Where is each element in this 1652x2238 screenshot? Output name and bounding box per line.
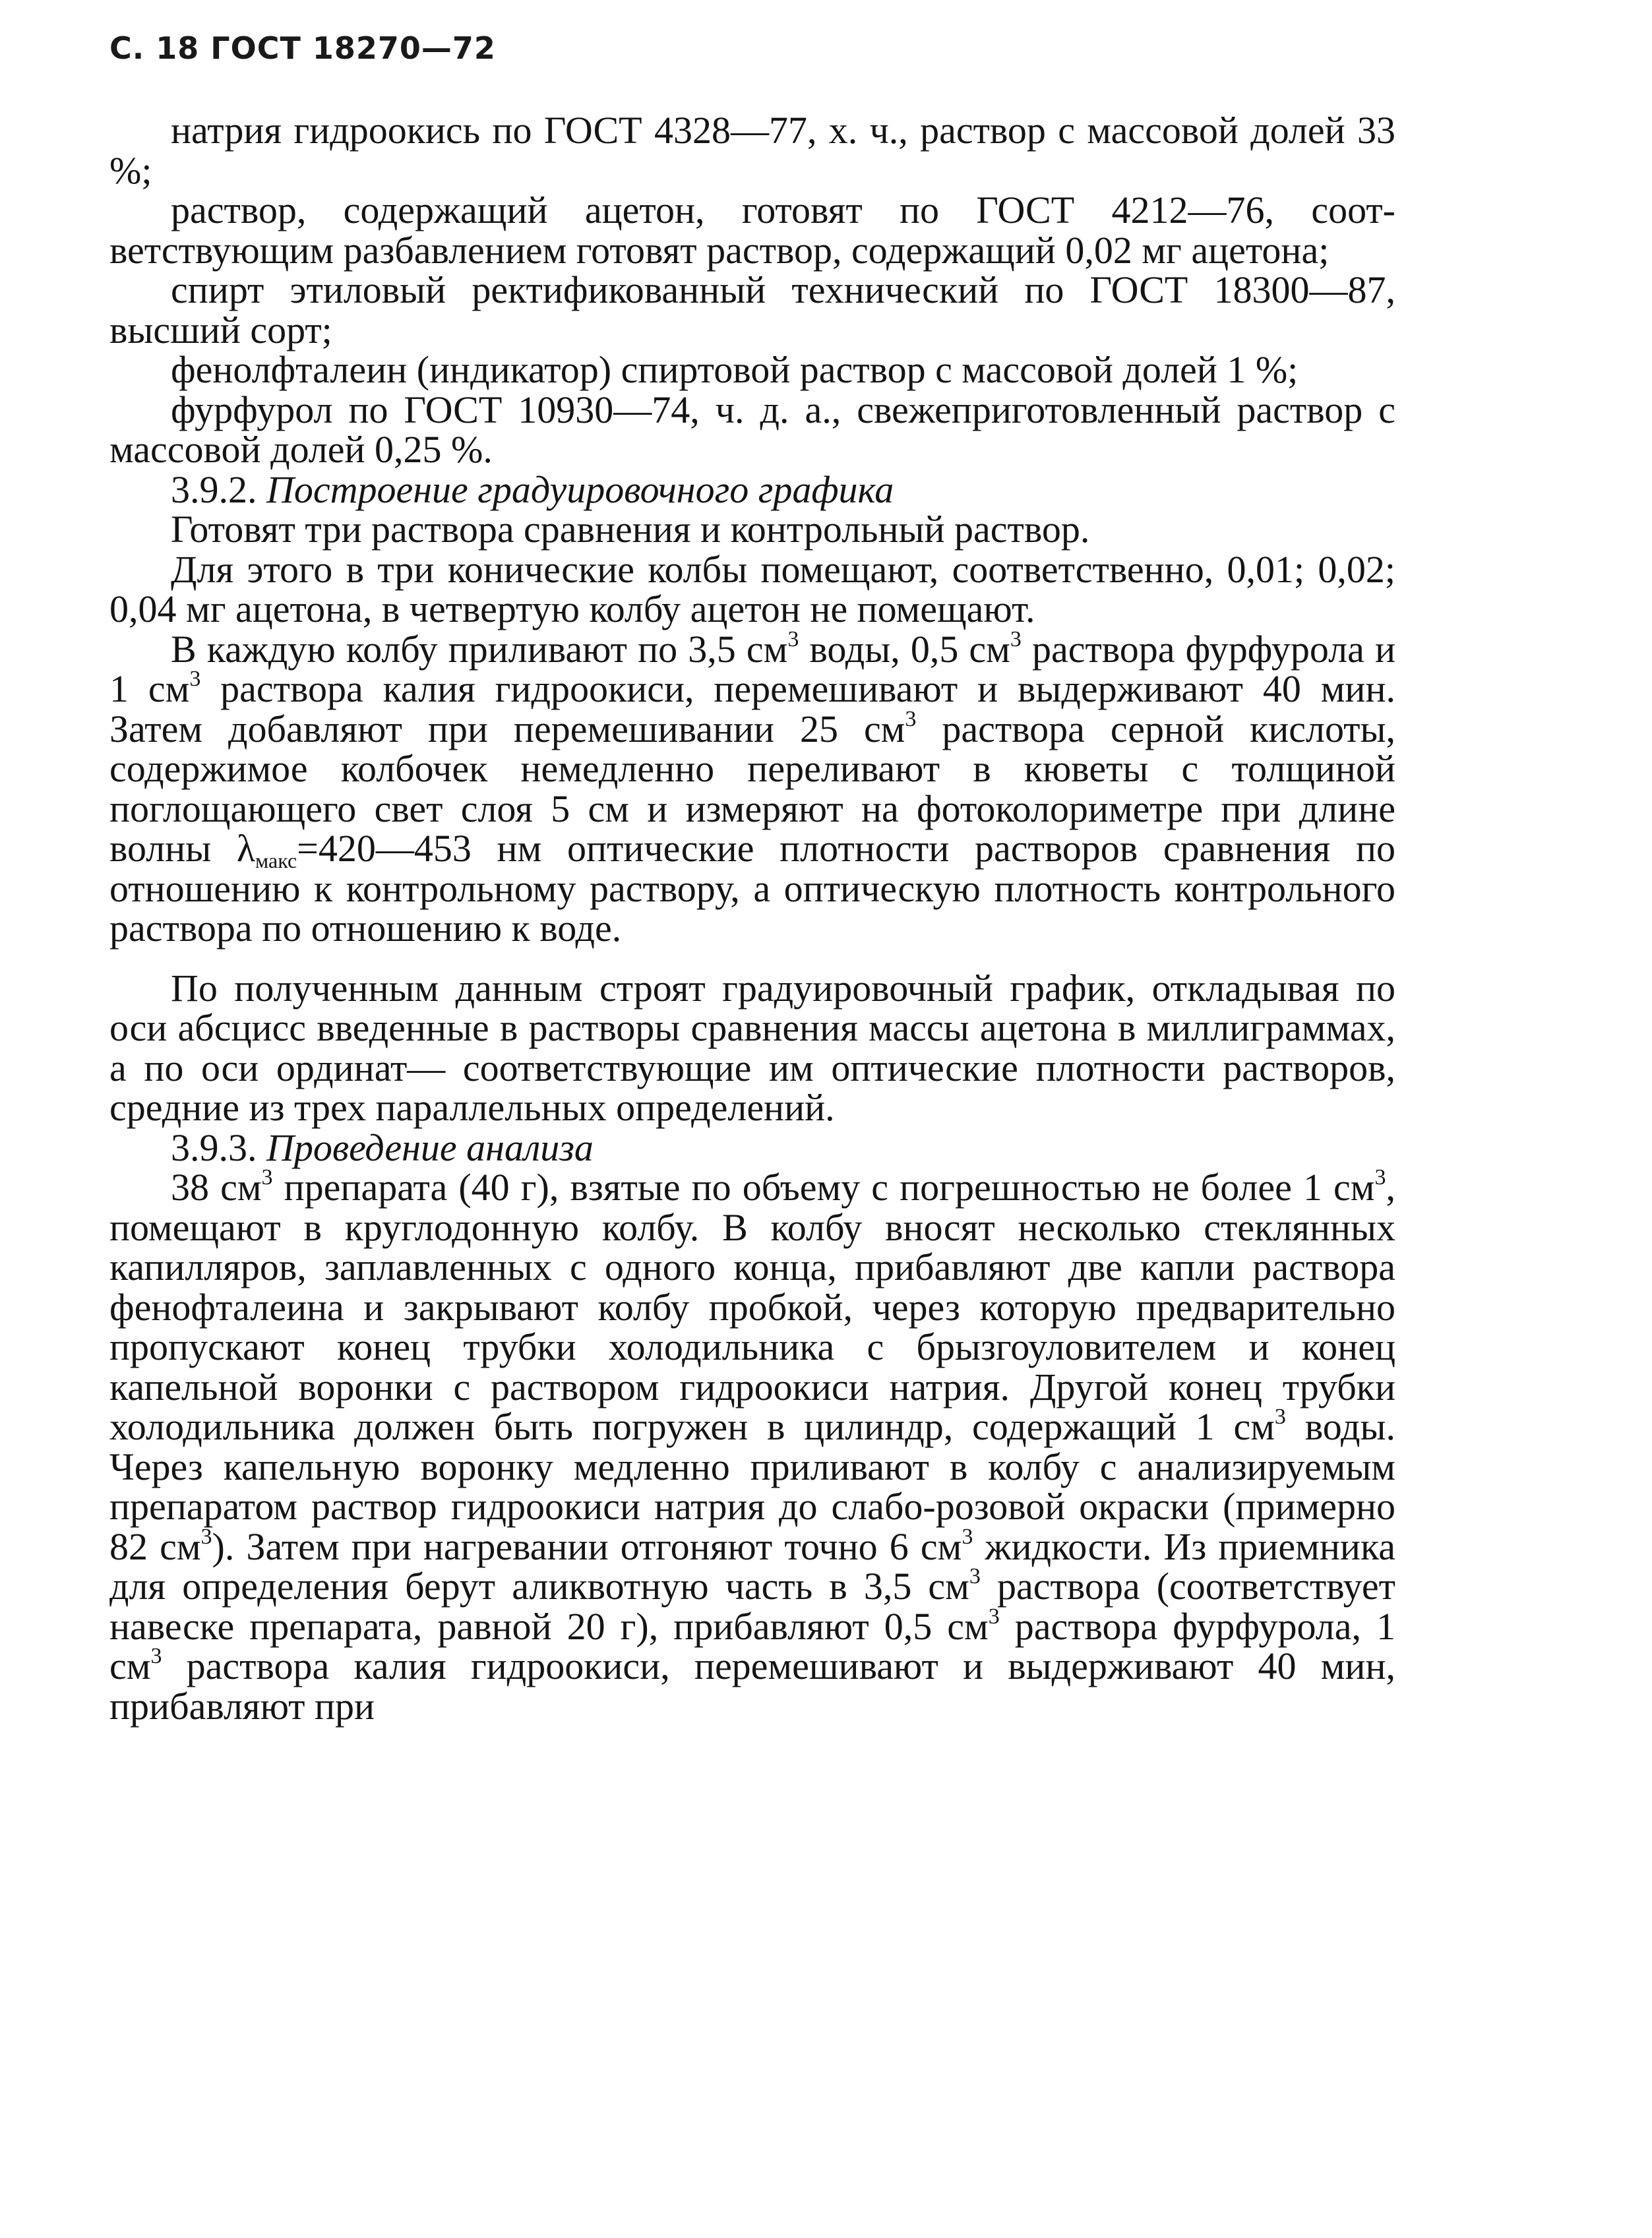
text-run: =420—453 нм оптические плотности растворов сравнения по отношению к контрольному раствору, а оптическую плотность контрольного раствора по отношению к воде. [109,827,1395,950]
reagent-item: спирт этиловый ректификованный технический по ГОСТ 18300—87, высший сорт; [109,268,1395,351]
superscript: 3 [1010,626,1022,651]
superscript: 3 [200,1524,212,1549]
superscript: 3 [1274,1405,1286,1429]
section-number: 3.9.2. [171,468,257,511]
reagent-item: раствор, содержащий ацетон, готовят по ГОСТ 4212—76, соответствующим разбавлением готовят раствор, содержащий 0,02 мг ацетона; [109,189,1395,272]
superscript: 3 [969,1564,981,1588]
document-body [109,111,1395,1726]
superscript: 3 [988,1604,1000,1629]
paragraph: По полученным данным строят градуировочный график, откладывая по оси абсцисс введенные в растворы сравнения массы ацетона в миллиграммах, а по оси ординат— соответствующие им оптические плотности растворов, средние из трех параллельных определений. [109,966,1395,1129]
paragraph: Готовят три раствора сравнения и контрольный раствор. [171,508,1090,551]
superscript: 3 [150,1644,162,1668]
superscript: 3 [962,1524,973,1549]
text-run: раствора фурфурола и 1 см [109,627,1395,710]
text-run: раствора серной кислоты, содержимое колбочек немедленно переливают в кюветы с толщиной поглощающего свет слоя 5 см и измеряют на фотоколориметре при длине волны λ [109,707,1396,870]
paragraph: Для этого в три конические колбы помещают, соответственно, 0,01; 0,02; 0,04 мг ацетона, в четвертую колбу ацетон не помещают. [109,547,1395,630]
section-title: Проведение анализа [266,1126,594,1169]
superscript: 3 [905,706,917,731]
subscript: макс [255,849,297,872]
reagent-item: натрия гидроокись по ГОСТ 4328—77, х. ч., раствор с массовой долей 33 %; [109,109,1395,192]
text-run: раствора калия гидроокиси, перемешивают и выдерживают 40 мин. Затем добавляют при перемешивании 25 см [109,667,1395,750]
paragraph [109,1165,1396,1728]
text-run: В каждую колбу приливают по 3,5 см [171,627,788,671]
text-run: препарата (40 г), взятые по объему с погрешностью не более 1 см [272,1166,1375,1209]
text-run: воды. Через капельную воронку медленно приливают в колбу с анализируемым препаратом раствор гидроокиси натрия до слабо-розовой окраски (примерно 82 см [109,1405,1396,1568]
text-run: раствора (соответствует навеске препарата, равной 20 г), прибавляют 0,5 см [109,1565,1395,1648]
page-header: С. 18 ГОСТ 18270—72 [109,30,496,66]
section-title: Построение градуировочного графика [266,468,894,511]
text-run: жидкости. Из приемника для определения берут аликвотную часть в 3,5 см [109,1525,1395,1608]
reagent-item: фурфурол по ГОСТ 10930—74, ч. д. а., свежеприготовленный раствор с массовой долей 0,25 %. [109,388,1395,471]
paragraph [109,626,1396,950]
text-run: воды, 0,5 см [799,627,1010,671]
superscript: 3 [787,626,799,651]
text-run: 38 см [171,1166,262,1209]
superscript: 3 [261,1165,273,1190]
text-run: ). Затем при нагревании отгоняют точно 6 см [212,1525,962,1568]
text-run: раствора фурфурола, 1 см [109,1604,1395,1687]
superscript: 3 [189,667,201,691]
text-run: , помещают в круглодонную колбу. В колбу вносят несколько стеклянных капилляров, заплавленных с одного конца, прибавляют две капли раствора фенофталеина и закрывают колбу пробкой, через которую предварительно пропускают конец трубки холодильника с брызгоуловителем и конец капельной воронки с раствором гидроокиси натрия. Другой конец трубки холодильника должен быть погружен в цилиндр, содержащий 1 см [109,1166,1395,1448]
reagent-item: фенолфталеин (индикатор) спиртовой раствор с массовой долей 1 %; [171,348,1299,391]
section-heading [109,1128,1395,1168]
section-number: 3.9.3. [171,1126,257,1169]
text-run: раствора калия гидроокиси, перемешивают и выдерживают 40 мин, прибавляют при [109,1645,1395,1728]
superscript: 3 [1374,1165,1386,1190]
section-heading [109,470,1395,510]
